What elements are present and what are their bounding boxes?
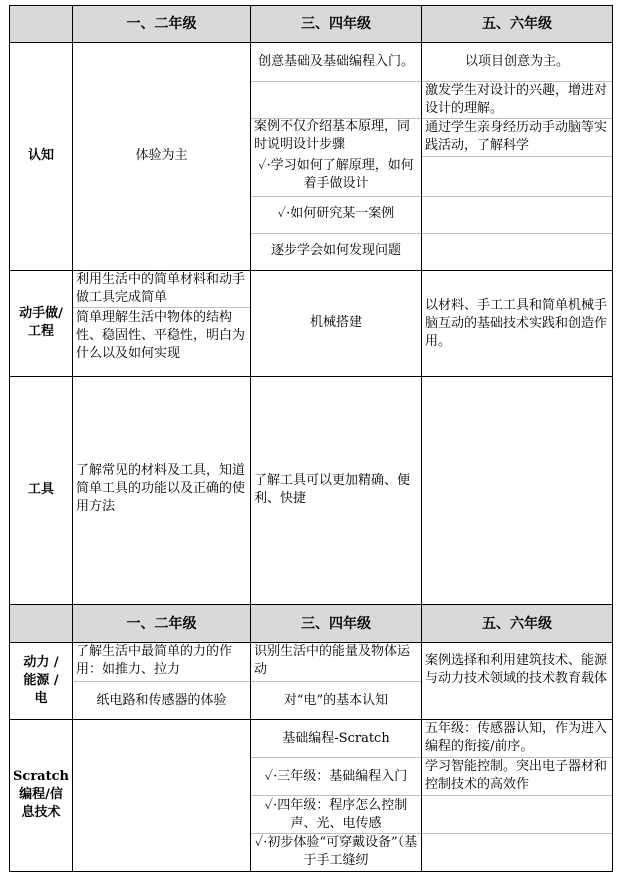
- scratch-grade-3-4-item-3: ✓·四年级：程序怎么控制声、光、电传感: [264, 797, 408, 831]
- scratch-grade-5-6-item-1: 五年级：传感器认知，作为进入编程的衔接/前序。: [425, 721, 608, 754]
- header2-blank-cell: [9, 604, 73, 643]
- tools-grade-5-6: [422, 472, 612, 512]
- scratch-grade-3-4-item-4: ✓·初步体验“可穿戴设备”（基于手工缝纫: [254, 835, 418, 868]
- row-label-energy: 动力 / 能源 / 电: [23, 654, 59, 706]
- cognition-grade-5-6-item-2: 激发学生对设计的兴趣，增进对设计的理解。: [425, 83, 608, 116]
- header-blank-cell: [9, 5, 73, 43]
- table-border: [9, 604, 613, 605]
- cognition-grade-3-4-divider: [251, 196, 421, 197]
- table-border: [9, 871, 613, 872]
- scratch-grade-3-4-item-1: 基础编程-Scratch: [282, 730, 390, 746]
- table-border: [612, 5, 613, 872]
- row-label-handson: 动手做/工程: [19, 306, 63, 339]
- header-grade-1-2: 一、二年级: [72, 5, 251, 43]
- table-border: [250, 5, 251, 872]
- tools-grade-1-2: 了解常见的材料及工具，知道简单工具的功能以及正确的使用方法: [76, 463, 246, 514]
- row-label-cognition: 认知: [27, 148, 54, 163]
- table-border: [421, 5, 422, 872]
- header-grade-3-4: 三、四年级: [250, 5, 422, 43]
- cognition-grade-3-4-item-2: 案例不仅介绍基本原理，同时说明设计步骤: [254, 119, 411, 152]
- cognition-grade-5-6-item-1: 以项目创意为主。: [464, 54, 569, 69]
- header2-grade-5-6: 五、六年级: [421, 604, 613, 643]
- cognition-grade-5-6-divider: [422, 156, 612, 157]
- scratch-grade-3-4-item-2: ✓·三年级：基础编程入门: [264, 768, 408, 784]
- scratch-grade-5-6-divider: [422, 757, 612, 758]
- cognition-grade-3-4-divider: [251, 81, 421, 82]
- energy-grade-1-2-item-1: 了解生活中最简单的力的作用：如推力、拉力: [76, 644, 233, 677]
- handson-grade-1-2-item-2: 简单理解生活中物体的结构性、稳固性、平稳性，明白为什么以及如何实现: [76, 310, 246, 361]
- table-border: [9, 5, 10, 872]
- cognition-grade-3-4-item-1: 创意基础及基础编程入门。: [257, 54, 414, 69]
- cognition-grade-5-6-divider: [422, 196, 612, 197]
- cognition-grade-5-6-divider: [422, 118, 612, 119]
- handson-grade-3-4: 机械搭建: [309, 315, 362, 330]
- cognition-grade-5-6-divider: [422, 81, 612, 82]
- header2-grade-3-4: 三、四年级: [250, 604, 422, 643]
- energy-grade-3-4-divider: [251, 681, 421, 682]
- cognition-grade-5-6-item-3: 通过学生亲身经历动手动脑等实践活动，了解科学: [425, 120, 608, 153]
- table-border: [72, 5, 73, 872]
- cognition-grade-3-4-item-4: ✓·如何研究某一案例: [277, 206, 395, 221]
- energy-grade-3-4-item-1: 识别生活中的能量及物体运动: [254, 644, 411, 677]
- scratch-grade-3-4-divider: [251, 757, 421, 758]
- table-border: [9, 270, 613, 271]
- cognition-grade-1-2: 体验为主: [135, 148, 188, 163]
- tools-grade-3-4: 了解工具可以更加精确、便利、快捷: [254, 473, 411, 506]
- energy-grade-5-6: 案例选择和利用建筑技术、能源与动力技术领域的技术教育载体: [425, 653, 608, 686]
- scratch-grade-5-6-divider: [422, 795, 612, 796]
- cognition-grade-3-4-divider: [251, 233, 421, 234]
- cognition-grade-3-4-divider: [251, 118, 421, 119]
- scratch-grade-1-2: [73, 720, 250, 870]
- energy-grade-1-2-item-2: 纸电路和传感器的体验: [96, 692, 227, 708]
- table-border: [9, 719, 613, 720]
- energy-grade-1-2-divider: [73, 681, 250, 682]
- handson-grade-5-6: 以材料、手工工具和简单机械手脑互动的基础技术实践和创造作用。: [425, 298, 608, 349]
- header2-grade-1-2: 一、二年级: [72, 604, 251, 643]
- cognition-grade-3-4-item-3: ✓·学习如何了解原理，如何着手做设计: [258, 158, 414, 191]
- energy-grade-3-4-item-2: 对“电”的基本认知: [283, 692, 389, 708]
- cognition-grade-5-6-divider: [422, 233, 612, 234]
- handson-grade-1-2-item-1: 利用生活中的简单材料和动手做工具完成简单: [76, 272, 246, 305]
- scratch-grade-5-6-divider: [422, 833, 612, 834]
- handson-grade-1-2-divider: [73, 307, 250, 308]
- cognition-grade-3-4-item-5: 逐步学会如何发现问题: [270, 243, 401, 258]
- header-grade-5-6: 五、六年级: [421, 5, 613, 43]
- row-label-scratch: Scratch编程/信息技术: [13, 769, 69, 820]
- scratch-grade-5-6-item-2: 学习智能控制。突出电子器材和控制技术的高效作: [425, 759, 608, 792]
- table-border: [9, 376, 613, 377]
- scratch-grade-3-4-divider: [251, 833, 421, 834]
- row-label-tools: 工具: [27, 482, 54, 497]
- scratch-grade-3-4-divider: [251, 795, 421, 796]
